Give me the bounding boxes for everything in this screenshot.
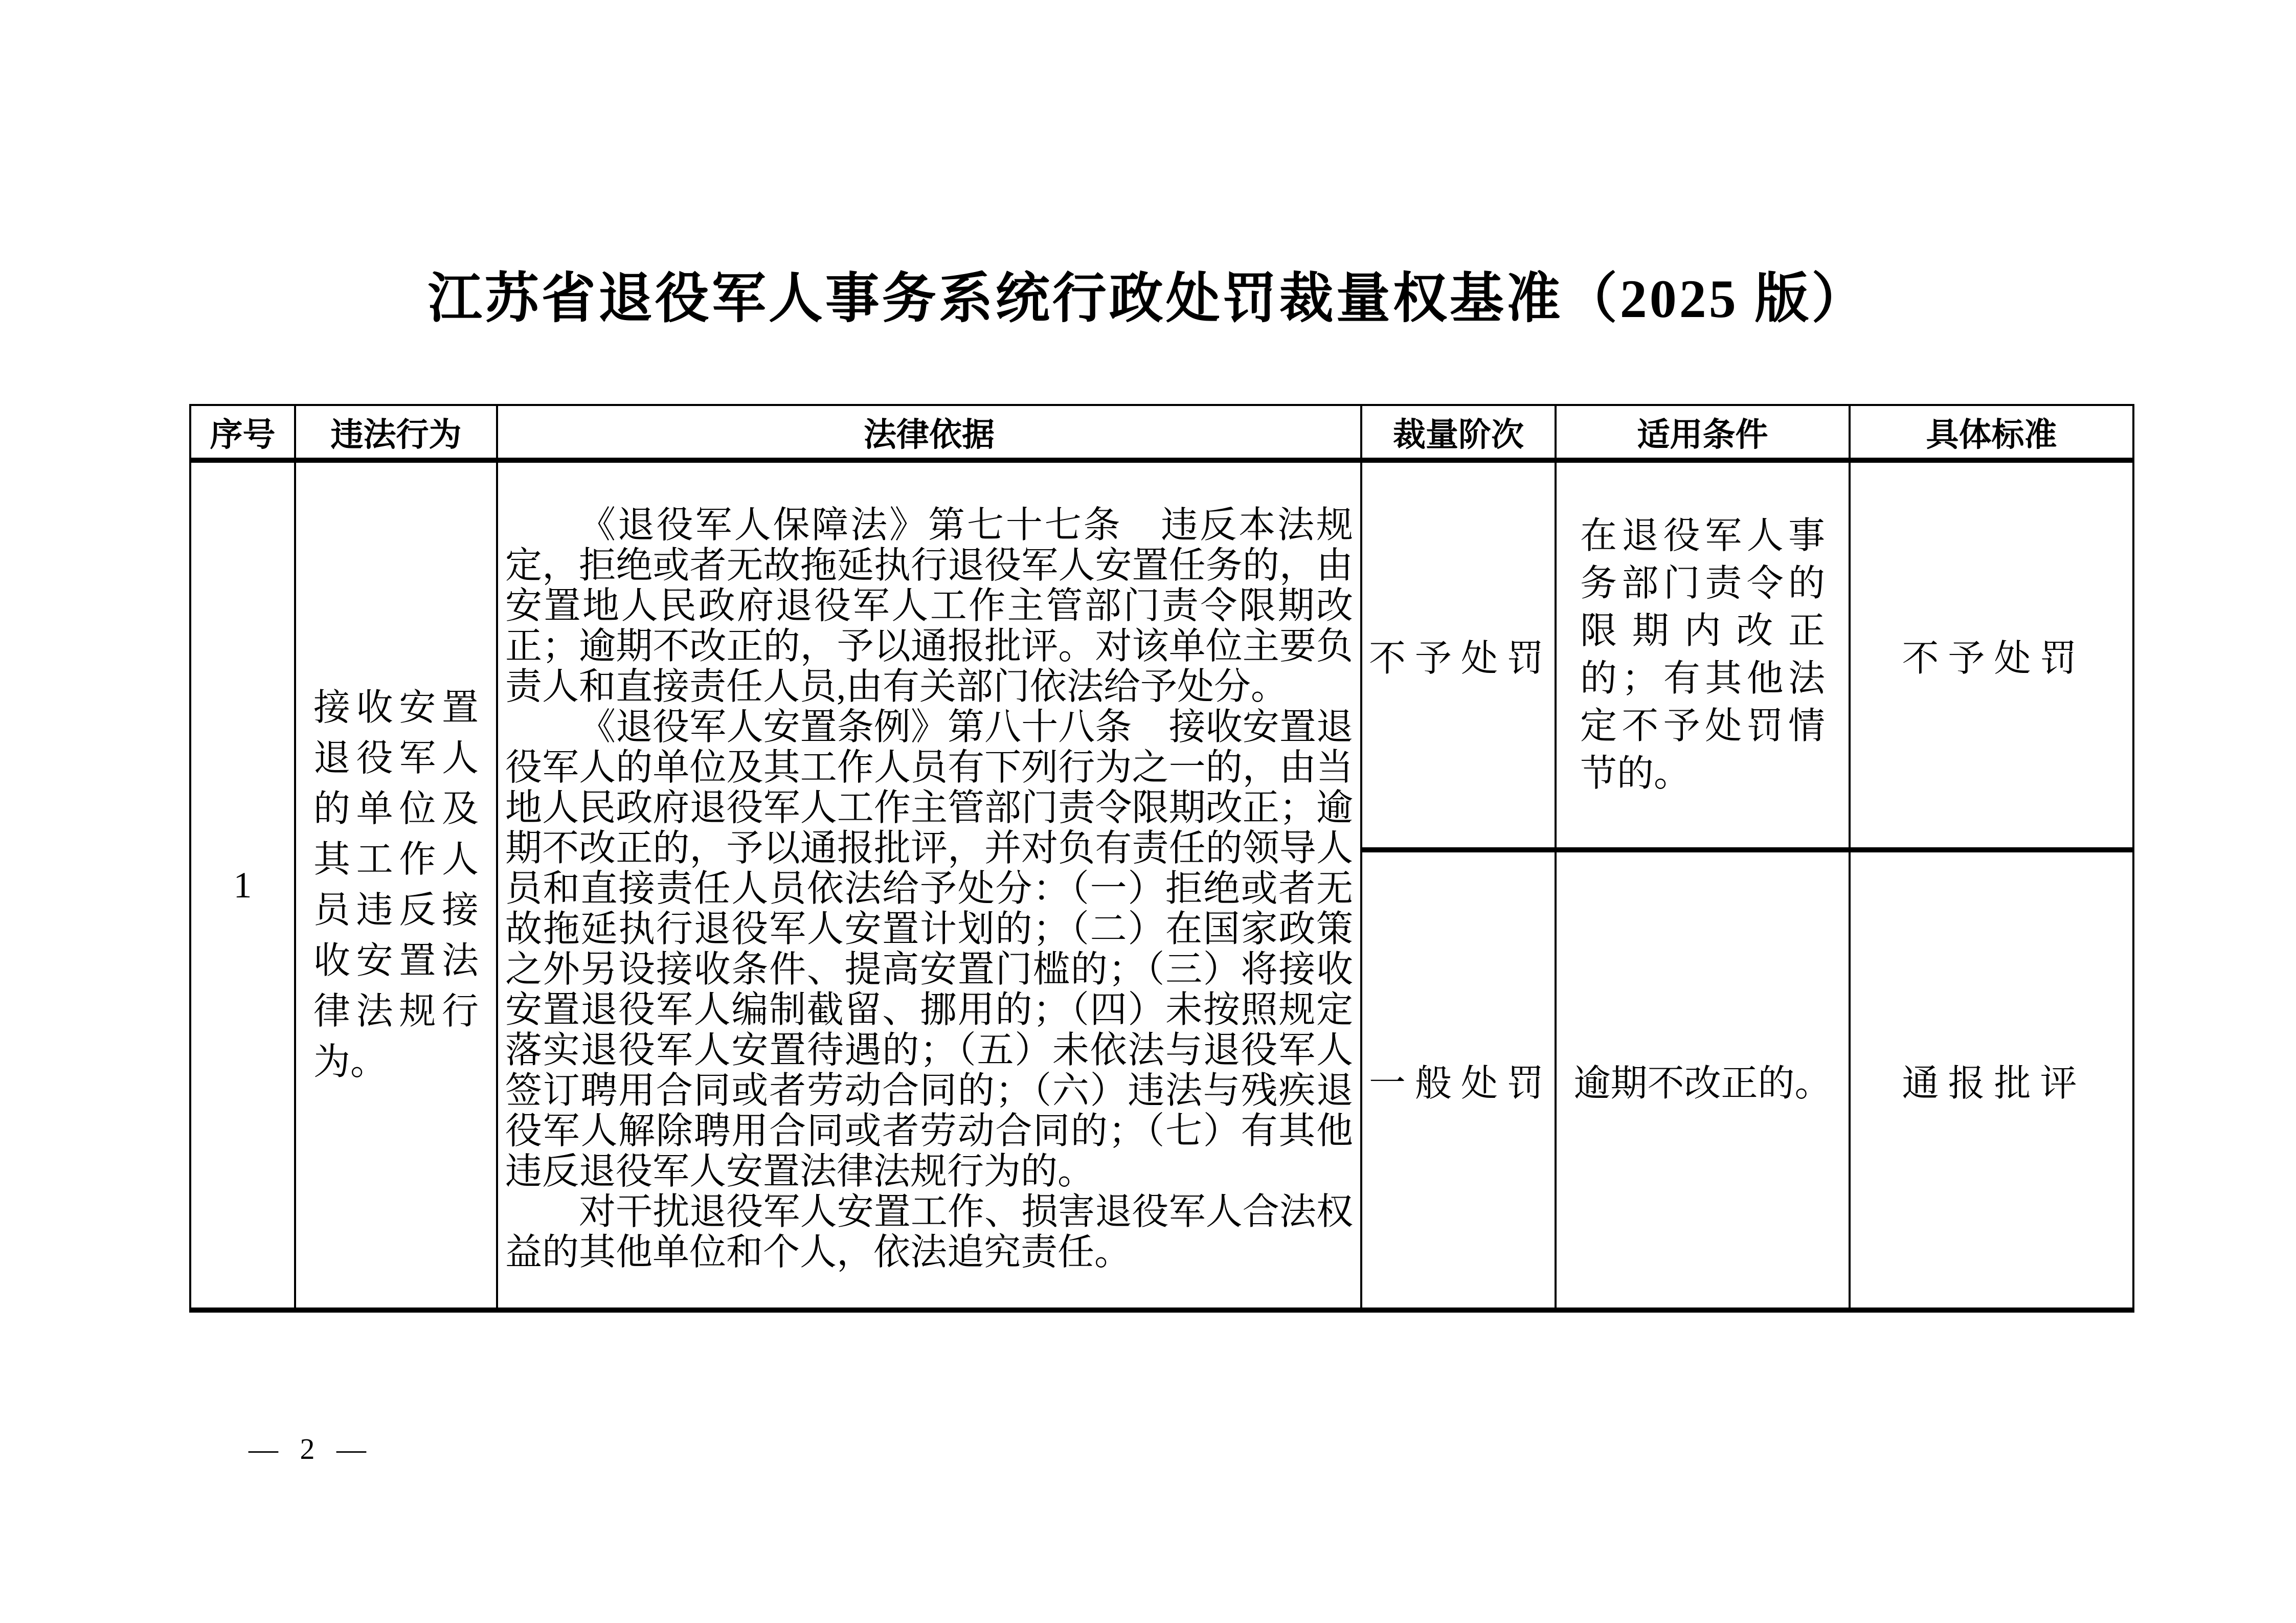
cell-illegal-behavior <box>295 460 497 1310</box>
table-row-1-sub-1 <box>190 460 2133 850</box>
col-header-conditions: 适用条件 <box>1556 405 1850 460</box>
cell-standard-no-penalty: 不予处罚 <box>1850 460 2133 850</box>
legal-basis-paragraph-1: 《退役军人保障法》第七十七条 违反本法规定，拒绝或者无故拖延执行退役军人安置任务的，由安置地人民政府退役军人工作主管部门责令限期改正；逾期不改正的，予以通报批评。对该单位主要负责人和直接责任人员,由有关部门依法给予处分。 <box>505 504 1353 707</box>
table-header-row <box>190 405 2133 460</box>
col-header-serial: 序号 <box>190 405 295 460</box>
cell-discretion-level-no-penalty: 不予处罚 <box>1361 460 1556 850</box>
cell-conditions-no-penalty <box>1556 460 1850 850</box>
col-header-discretion-level: 裁量阶次 <box>1361 405 1556 460</box>
col-header-standard: 具体标准 <box>1850 405 2133 460</box>
legal-basis-paragraph-3: 对干扰退役军人安置工作、损害退役军人合法权益的其他单位和个人，依法追究责任。 <box>505 1191 1353 1273</box>
cell-standard-general-penalty: 通报批评 <box>1850 850 2133 1310</box>
legal-basis-paragraph-2: 《退役军人安置条例》第八十八条 接收安置退役军人的单位及其工作人员有下列行为之一的，由当地人民政府退役军人工作主管部门责令限期改正；逾期不改正的，予以通报批评，并对负有责任的领导人员和直接责任人员依法给予处分：（一）拒绝或者无故拖延执行退役军人安置计划的；（二）在国家政策之外另设接收条件、提高安置门槛的；（三）将接收安置退役军人编制截留、挪用的；（四）未按照规定落实退役军人安置待遇的；（五）未依法与退役军人签订聘用合同或者劳动合同的；（六）违法与残疾退役军人解除聘用合同或者劳动合同的；（七）有其他违反退役军人安置法律法规行为的。 <box>505 706 1353 1192</box>
illegal-behavior-text: 接收安置退役军人的单位及其工作人员违反接收安置法律法规行为。 <box>313 687 479 1083</box>
col-header-illegal-behavior: 违法行为 <box>295 405 497 460</box>
document-title: 江苏省退役军人事务系统行政处罚裁量权基准（2025 版） <box>427 269 1869 329</box>
cell-legal-basis <box>497 460 1361 1310</box>
cell-discretion-level-general-penalty: 一般处罚 <box>1361 850 1556 1310</box>
cell-serial-number: 1 <box>190 460 295 1310</box>
col-header-legal-basis: 法律依据 <box>497 405 1361 460</box>
conditions-no-penalty-text: 在退役军人事务部门责令的限期内改正的；有其他法定不予处罚情节的。 <box>1580 515 1825 794</box>
penalty-discretion-table <box>189 404 2134 1313</box>
page-number: — 2 — <box>249 1432 373 1466</box>
cell-conditions-general-penalty: 逾期不改正的。 <box>1556 850 1850 1310</box>
